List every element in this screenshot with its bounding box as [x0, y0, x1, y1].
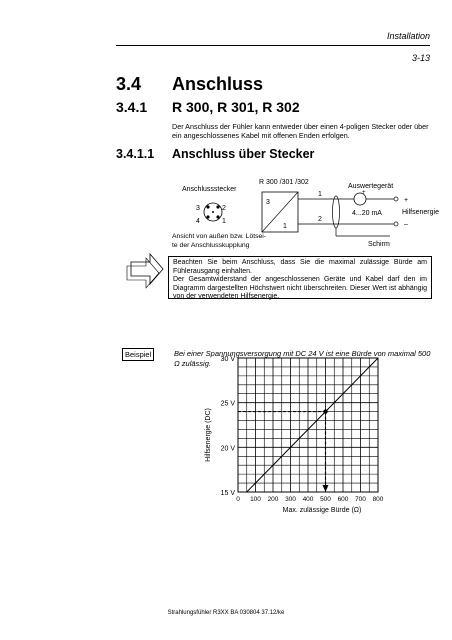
- example-tag: Beispiel: [122, 348, 154, 361]
- pin-label-4: 4: [196, 218, 200, 225]
- x-tick-label: 300: [285, 496, 296, 503]
- supply-minus-sign: –: [404, 221, 408, 228]
- note-line-2: Der Gesamtwiderstand der angeschlossenen Geräte und Kabel darf den im Diagramm dargestellten Höchstwert nicht überschreiten. Dieser Wert ist abhängig von der verwendeten Hilfsenergie.: [173, 276, 427, 301]
- pin-label-1: 1: [222, 218, 226, 225]
- ammeter-plus: +: [362, 190, 366, 196]
- y-axis-label: Hilfsenergie (DC): [205, 408, 212, 462]
- x-tick-label: 0: [236, 496, 240, 503]
- section-number: 3.4: [116, 74, 142, 94]
- x-tick-label: 800: [372, 496, 384, 503]
- supply-label: Hilfsenergie: [402, 209, 439, 216]
- subsubsection-number: 3.4.1.1: [116, 147, 155, 161]
- connector-label: Anschlussstecker: [182, 186, 237, 193]
- x-axis-label: Max. zulässige Bürde (Ω): [282, 507, 362, 514]
- current-label: 4...20 mA: [352, 210, 382, 217]
- y-tick-label: 15 V: [220, 490, 235, 497]
- view-note-line1: Ansicht von außen bzw. Lötsei-: [172, 233, 267, 240]
- example-point: [323, 409, 327, 413]
- y-tick-label: 25 V: [220, 400, 235, 408]
- header-title: Installation: [386, 31, 430, 41]
- example-text: Bei einer Spannungsversorgung mit DC 24 V ist eine Bürde von maximal 500 Ω zulässig.: [174, 349, 431, 368]
- x-tick-label: 100: [250, 496, 261, 503]
- pin-label-3: 3: [196, 205, 200, 212]
- subsubsection-title: Anschluss über Stecker: [172, 147, 315, 161]
- x-tick-label: 600: [337, 496, 349, 503]
- sensor-terminal-3: 3: [266, 199, 270, 206]
- y-tick-label: 30 V: [220, 356, 235, 363]
- example-arrow-icon: [323, 485, 329, 492]
- wire-label-2: 2: [318, 216, 322, 223]
- section-title: Anschluss: [172, 74, 264, 94]
- subsection-number: 3.4.1: [116, 99, 148, 115]
- pin-label-2: 2: [222, 205, 226, 212]
- sensor-terminal-1: 1: [283, 223, 287, 230]
- note-line-1: Beachten Sie beim Anschluss, dass Sie die maximal zulässige Bürde am Fühlerausgang einhalten.: [173, 259, 427, 275]
- evaluator-label: Auswertegerät: [348, 183, 394, 190]
- x-tick-label: 700: [355, 496, 366, 503]
- subsection-title: R 300, R 301, R 302: [172, 99, 300, 115]
- shield-label: Schirm: [368, 241, 390, 248]
- x-tick-label: 200: [267, 496, 279, 503]
- x-tick-label: 400: [302, 496, 314, 503]
- x-tick-label: 500: [320, 496, 331, 503]
- view-note-line2: te der Anschlusskupplung: [172, 242, 250, 249]
- supply-plus-sign: +: [404, 197, 409, 204]
- y-tick-label: 20 V: [220, 445, 235, 453]
- footer: Strahlungsfühler R3XX BA 030804 37.12/ke: [167, 610, 285, 616]
- page-number: 3-13: [411, 53, 430, 63]
- wire-label-1: 1: [318, 191, 322, 198]
- sensor-label: R 300 /301 /302: [259, 179, 309, 186]
- intro-paragraph: Der Anschluss der Fühler kann entweder über einen 4-poligen Stecker oder über ein angeschlossenes Kabel mit offenen Enden erfolgen.: [172, 122, 429, 140]
